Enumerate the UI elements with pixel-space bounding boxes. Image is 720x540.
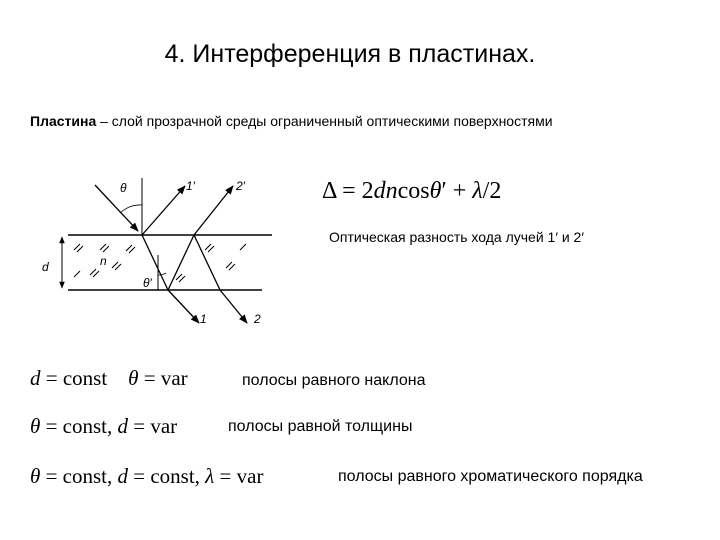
formula-equals: = 2 — [336, 178, 374, 204]
ray-1-prime-reflected — [142, 186, 185, 235]
condition-1-label: полосы равного наклона — [242, 372, 426, 389]
definition-term: Пластина — [30, 113, 97, 129]
formula-cos: cos — [397, 178, 430, 204]
definition-text: – слой прозрачной среды ограниченный оптическими поверхностями — [96, 113, 553, 129]
cond-2-part-2: = const, — [40, 414, 118, 438]
ray-1-label: 1 — [200, 312, 207, 326]
cond-2-part-4: = var — [128, 414, 178, 438]
cond-3-part-2: = const, — [40, 464, 118, 488]
formula-d: d — [373, 178, 386, 204]
path-difference-formula — [322, 178, 501, 205]
ray-2-prime-label: 2′ — [236, 179, 245, 193]
cond-1-part-2: = const — [40, 366, 129, 390]
formula-delta: Δ — [322, 178, 337, 204]
cond-1-part-4: = var — [138, 366, 188, 390]
incidence-angle-arc — [120, 205, 142, 213]
condition-1-formula — [30, 366, 188, 391]
formula-theta: θ — [429, 178, 442, 204]
cond-2-part-3: d — [117, 414, 128, 438]
formula-lambda: λ — [472, 178, 483, 204]
ray-2-transmitted — [220, 290, 247, 323]
cond-3-part-6: = var — [214, 464, 264, 488]
ray-1-incident — [95, 185, 138, 231]
ray-2-prime-exiting — [194, 186, 233, 235]
cond-2-part-1: θ — [30, 414, 41, 438]
condition-2-formula — [30, 414, 177, 439]
cond-3-part-4: = const, — [128, 464, 206, 488]
cond-3-part-5: λ — [205, 464, 215, 488]
condition-3-formula — [30, 464, 263, 489]
angle-theta-label: θ — [120, 181, 127, 195]
ray-2-label: 2 — [254, 312, 261, 326]
condition-2-label: полосы равной толщины — [228, 418, 413, 435]
cond-1-part-1: d — [30, 366, 41, 390]
ray-2-inside — [194, 235, 220, 290]
formula-plus: + — [446, 178, 473, 204]
cond-1-part-3: θ — [128, 366, 139, 390]
ray-1-transmitted — [168, 290, 199, 323]
formula-prime: ′ — [441, 178, 447, 204]
ray-refracted-up — [168, 235, 194, 290]
formula-n: n — [385, 178, 398, 204]
slide-title: 4. Интерференция в пластинах. — [164, 40, 536, 68]
thickness-label: d — [42, 260, 49, 274]
cond-3-part-1: θ — [30, 464, 41, 488]
angle-theta-prime-label: θ′ — [143, 276, 152, 290]
refraction-angle-arc — [158, 273, 166, 275]
formula-caption: Оптическая разность хода лучей 1′ и 2′ — [329, 229, 584, 245]
refractive-index-label: n — [100, 254, 107, 268]
cond-3-part-3: d — [117, 464, 128, 488]
ray-1-prime-label: 1′ — [186, 179, 195, 193]
condition-3-label: полосы равного хроматического порядка — [338, 468, 643, 485]
formula-divisor: /2 — [482, 178, 502, 204]
